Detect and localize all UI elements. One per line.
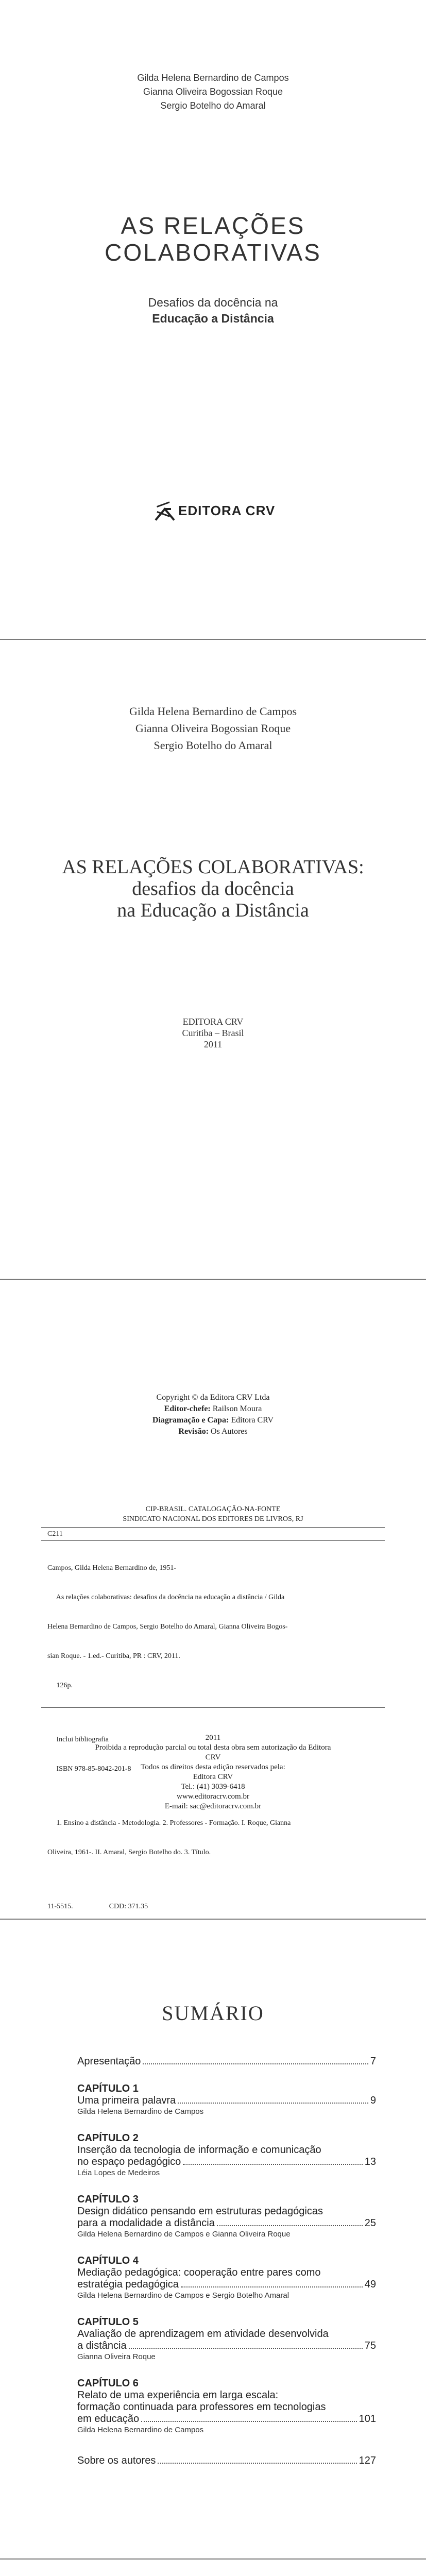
toc-leader-dots bbox=[143, 2063, 368, 2064]
title-authors bbox=[0, 703, 426, 754]
toc-author: Gilda Helena Bernardino de Campos bbox=[77, 2426, 204, 2434]
toc-title-text: Sobre os autores bbox=[77, 2455, 156, 2466]
publisher-name: EDITORA CRV bbox=[182, 1016, 244, 1027]
toc-entry[interactable] bbox=[77, 2316, 376, 2362]
divider bbox=[41, 1707, 385, 1708]
cover-subtitle bbox=[0, 295, 426, 327]
toc-title-line bbox=[77, 2095, 376, 2107]
catalog-line: Helena Bernardino de Campos, Sergio Botelho do Amaral, Gianna Oliveira Bogos- bbox=[47, 1623, 288, 1631]
toc-title-text: Design didático pensando em estruturas pedagógicas bbox=[77, 2206, 323, 2217]
table-of-contents bbox=[77, 2056, 376, 2467]
title-author: Gianna Oliveira Bogossian Roque bbox=[135, 722, 291, 735]
catalog-line bbox=[47, 1710, 367, 1715]
publication-year: 2011 bbox=[203, 1039, 223, 1049]
toc-chapter-label: CAPÍTULO 5 bbox=[77, 2316, 139, 2328]
toc-title-text: para a modalidade a distância bbox=[77, 2217, 215, 2229]
toc-chapter-label: CAPÍTULO 1 bbox=[77, 2083, 139, 2094]
title-author: Sergio Botelho do Amaral bbox=[154, 739, 272, 752]
toc-chapter-label: CAPÍTULO 2 bbox=[77, 2132, 139, 2144]
toc-page-number: 49 bbox=[364, 2279, 376, 2290]
toc-author: Gianna Oliveira Roque bbox=[77, 2352, 156, 2361]
toc-title-line bbox=[77, 2206, 376, 2217]
title-page bbox=[0, 640, 426, 1279]
toc-author: Gilda Helena Bernardino de Campos bbox=[77, 2107, 204, 2116]
publisher-city: Curitiba – Brasil bbox=[182, 1028, 244, 1038]
cover-author: Sergio Botelho do Amaral bbox=[160, 100, 266, 111]
credits bbox=[0, 1392, 426, 1437]
toc-chapter-label: CAPÍTULO 4 bbox=[77, 2255, 139, 2266]
toc-entry[interactable] bbox=[77, 2378, 376, 2435]
legal-line: Todos os direitos desta edição reservados pela: bbox=[141, 1763, 285, 1771]
catalog-line: 1. Ensino a distância - Metodologia. 2. Professores - Formação. I. Roque, Gianna bbox=[47, 1819, 291, 1827]
toc-leader-dots bbox=[178, 2103, 368, 2104]
title-author: Gilda Helena Bernardino de Campos bbox=[129, 705, 297, 718]
toc-author: Gilda Helena Bernardino de Campos e Gianna Oliveira Roque bbox=[77, 2230, 291, 2239]
cover-author: Gianna Oliveira Bogossian Roque bbox=[143, 87, 283, 97]
publisher-info bbox=[0, 1016, 426, 1050]
cat-code: C211 bbox=[47, 1530, 63, 1538]
toc-leader-dots bbox=[158, 2463, 356, 2464]
toc-leader-dots bbox=[129, 2348, 363, 2349]
toc-title-line bbox=[77, 2413, 376, 2425]
toc-title-line bbox=[77, 2401, 376, 2413]
contents-heading: SUMÁRIO bbox=[162, 2002, 264, 2025]
catalog-line: 11-5515. CDD: 371.35 bbox=[47, 1903, 148, 1910]
legal-line: CRV bbox=[205, 1753, 221, 1761]
toc-page-number: 25 bbox=[364, 2217, 376, 2229]
book-title-line: AS RELAÇÕES COLABORATIVAS: bbox=[62, 856, 364, 878]
cip-header bbox=[0, 1504, 426, 1524]
toc-title-text: em educação bbox=[77, 2413, 140, 2425]
toc-author: Léia Lopes de Medeiros bbox=[77, 2168, 160, 2177]
toc-page-number: 127 bbox=[359, 2455, 376, 2466]
toc-title-text: Uma primeira palavra bbox=[77, 2095, 176, 2106]
legal-line: 2011 bbox=[205, 1734, 221, 1742]
toc-title-line bbox=[77, 2156, 376, 2168]
toc-title-text: Avaliação de aprendizagem em atividade desenvolvida bbox=[77, 2328, 329, 2340]
toc-title-line bbox=[77, 2267, 376, 2279]
publisher-logo bbox=[152, 495, 276, 526]
toc-chapter-label: CAPÍTULO 6 bbox=[77, 2378, 139, 2389]
copyright-line: Copyright © da Editora CRV Ltda bbox=[156, 1393, 270, 1402]
toc-title-text: formação continuada para professores em tecnologias bbox=[77, 2401, 326, 2413]
catalog-line: Oliveira, 1961-. II. Amaral, Sergio Botelho do. 3. Título. bbox=[47, 1849, 211, 1856]
toc-title-line bbox=[77, 2389, 376, 2401]
cip-line: CIP-BRASIL. CATALOGAÇÃO-NA-FONTE bbox=[145, 1505, 281, 1513]
catalog-line: As relações colaborativas: desafios da docência na educação a distância / Gilda bbox=[47, 1594, 285, 1601]
book-title-line: na Educação a Distância bbox=[117, 900, 309, 921]
cover-authors bbox=[0, 71, 426, 113]
toc-page-number: 13 bbox=[364, 2156, 376, 2167]
legal-line: E-mail: sac@editoracrv.com.br bbox=[164, 1802, 262, 1810]
toc-title-text: a distância bbox=[77, 2340, 127, 2351]
cover-subtitle-line: Desafios da docência na bbox=[148, 296, 278, 309]
toc-entry[interactable] bbox=[77, 2455, 376, 2467]
toc-author: Gilda Helena Bernardino de Campos e Sergio Botelho Amaral bbox=[77, 2291, 289, 2300]
toc-entry[interactable] bbox=[77, 2194, 376, 2240]
cover-title bbox=[0, 212, 426, 266]
logo-text: EDITORA CRV bbox=[178, 503, 276, 518]
catalog-line: 126p. bbox=[47, 1682, 73, 1689]
toc-title-line bbox=[77, 2144, 376, 2156]
toc-page-number: 7 bbox=[370, 2056, 376, 2067]
toc-title-text: Apresentação bbox=[77, 2056, 141, 2067]
cover-author: Gilda Helena Bernardino de Campos bbox=[137, 73, 289, 83]
toc-leader-dots bbox=[181, 2286, 363, 2287]
toc-title-text: estratégia pedagógica bbox=[77, 2279, 179, 2290]
cover-page bbox=[0, 0, 426, 639]
catalog-line: Inclui bibliografia bbox=[47, 1736, 109, 1743]
legal-line: Proibida a reprodução parcial ou total desta obra sem autorização da Editora bbox=[95, 1743, 331, 1752]
divider bbox=[41, 1540, 385, 1541]
toc-entry[interactable] bbox=[77, 2132, 376, 2178]
book-title bbox=[0, 856, 426, 921]
toc-entry[interactable] bbox=[77, 2056, 376, 2067]
toc-page-number: 75 bbox=[364, 2340, 376, 2351]
toc-page-number: 101 bbox=[359, 2413, 376, 2425]
editor-line: Editor-chefe: Railson Moura bbox=[164, 1404, 262, 1413]
catalog-line: ISBN 978-85-8042-201-8 bbox=[47, 1765, 131, 1773]
cover-title-line: COLABORATIVAS bbox=[105, 239, 321, 266]
toc-title-line bbox=[77, 2340, 376, 2352]
divider bbox=[41, 1527, 385, 1528]
toc-title-line bbox=[77, 2217, 376, 2229]
toc-title-text: Inserção da tecnologia de informação e comunicação bbox=[77, 2144, 321, 2156]
cover-subtitle-line: Educação a Distância bbox=[152, 312, 274, 325]
design-line: Diagramação e Capa: Editora CRV bbox=[152, 1416, 274, 1425]
toc-leader-dots bbox=[183, 2164, 362, 2165]
cover-title-line: AS RELAÇÕES bbox=[121, 212, 305, 239]
toc-chapter-label: CAPÍTULO 3 bbox=[77, 2194, 139, 2205]
toc-title-line bbox=[77, 2328, 376, 2340]
catalog-line bbox=[47, 1877, 367, 1882]
legal-line: Editora CRV bbox=[193, 1773, 233, 1781]
toc-leader-dots bbox=[141, 2421, 357, 2422]
toc-title-text: Relato de uma experiência em larga escala: bbox=[77, 2389, 279, 2401]
toc-page-number: 9 bbox=[370, 2095, 376, 2106]
catalog-line: sian Roque. - 1.ed.- Curitiba, PR : CRV, 2011. bbox=[47, 1652, 180, 1660]
legal-line: Tel.: (41) 3039-6418 bbox=[181, 1783, 245, 1791]
toc-title-line bbox=[77, 2455, 376, 2467]
toc-entry[interactable] bbox=[77, 2083, 376, 2117]
cip-line: SINDICATO NACIONAL DOS EDITORES DE LIVROS, RJ bbox=[123, 1515, 303, 1523]
toc-title-line bbox=[77, 2056, 376, 2067]
toc-title-text: no espaço pedagógico bbox=[77, 2156, 181, 2167]
legal-line: www.editoracrv.com.br bbox=[177, 1792, 249, 1801]
toc-leader-dots bbox=[217, 2225, 363, 2226]
toc-entry[interactable] bbox=[77, 2255, 376, 2301]
legal-notice bbox=[0, 1733, 426, 1811]
catalog-line: Campos, Gilda Helena Bernardino de, 1951- bbox=[47, 1564, 176, 1572]
copyright-page bbox=[0, 1280, 426, 1919]
presentation-page bbox=[0, 2560, 426, 2576]
review-line: Revisão: Os Autores bbox=[178, 1427, 248, 1436]
contents-page bbox=[0, 1920, 426, 2558]
toc-title-line bbox=[77, 2279, 376, 2291]
book-title-line: desafios da docência bbox=[132, 878, 294, 900]
toc-title-text: Mediação pedagógica: cooperação entre pares como bbox=[77, 2267, 321, 2278]
